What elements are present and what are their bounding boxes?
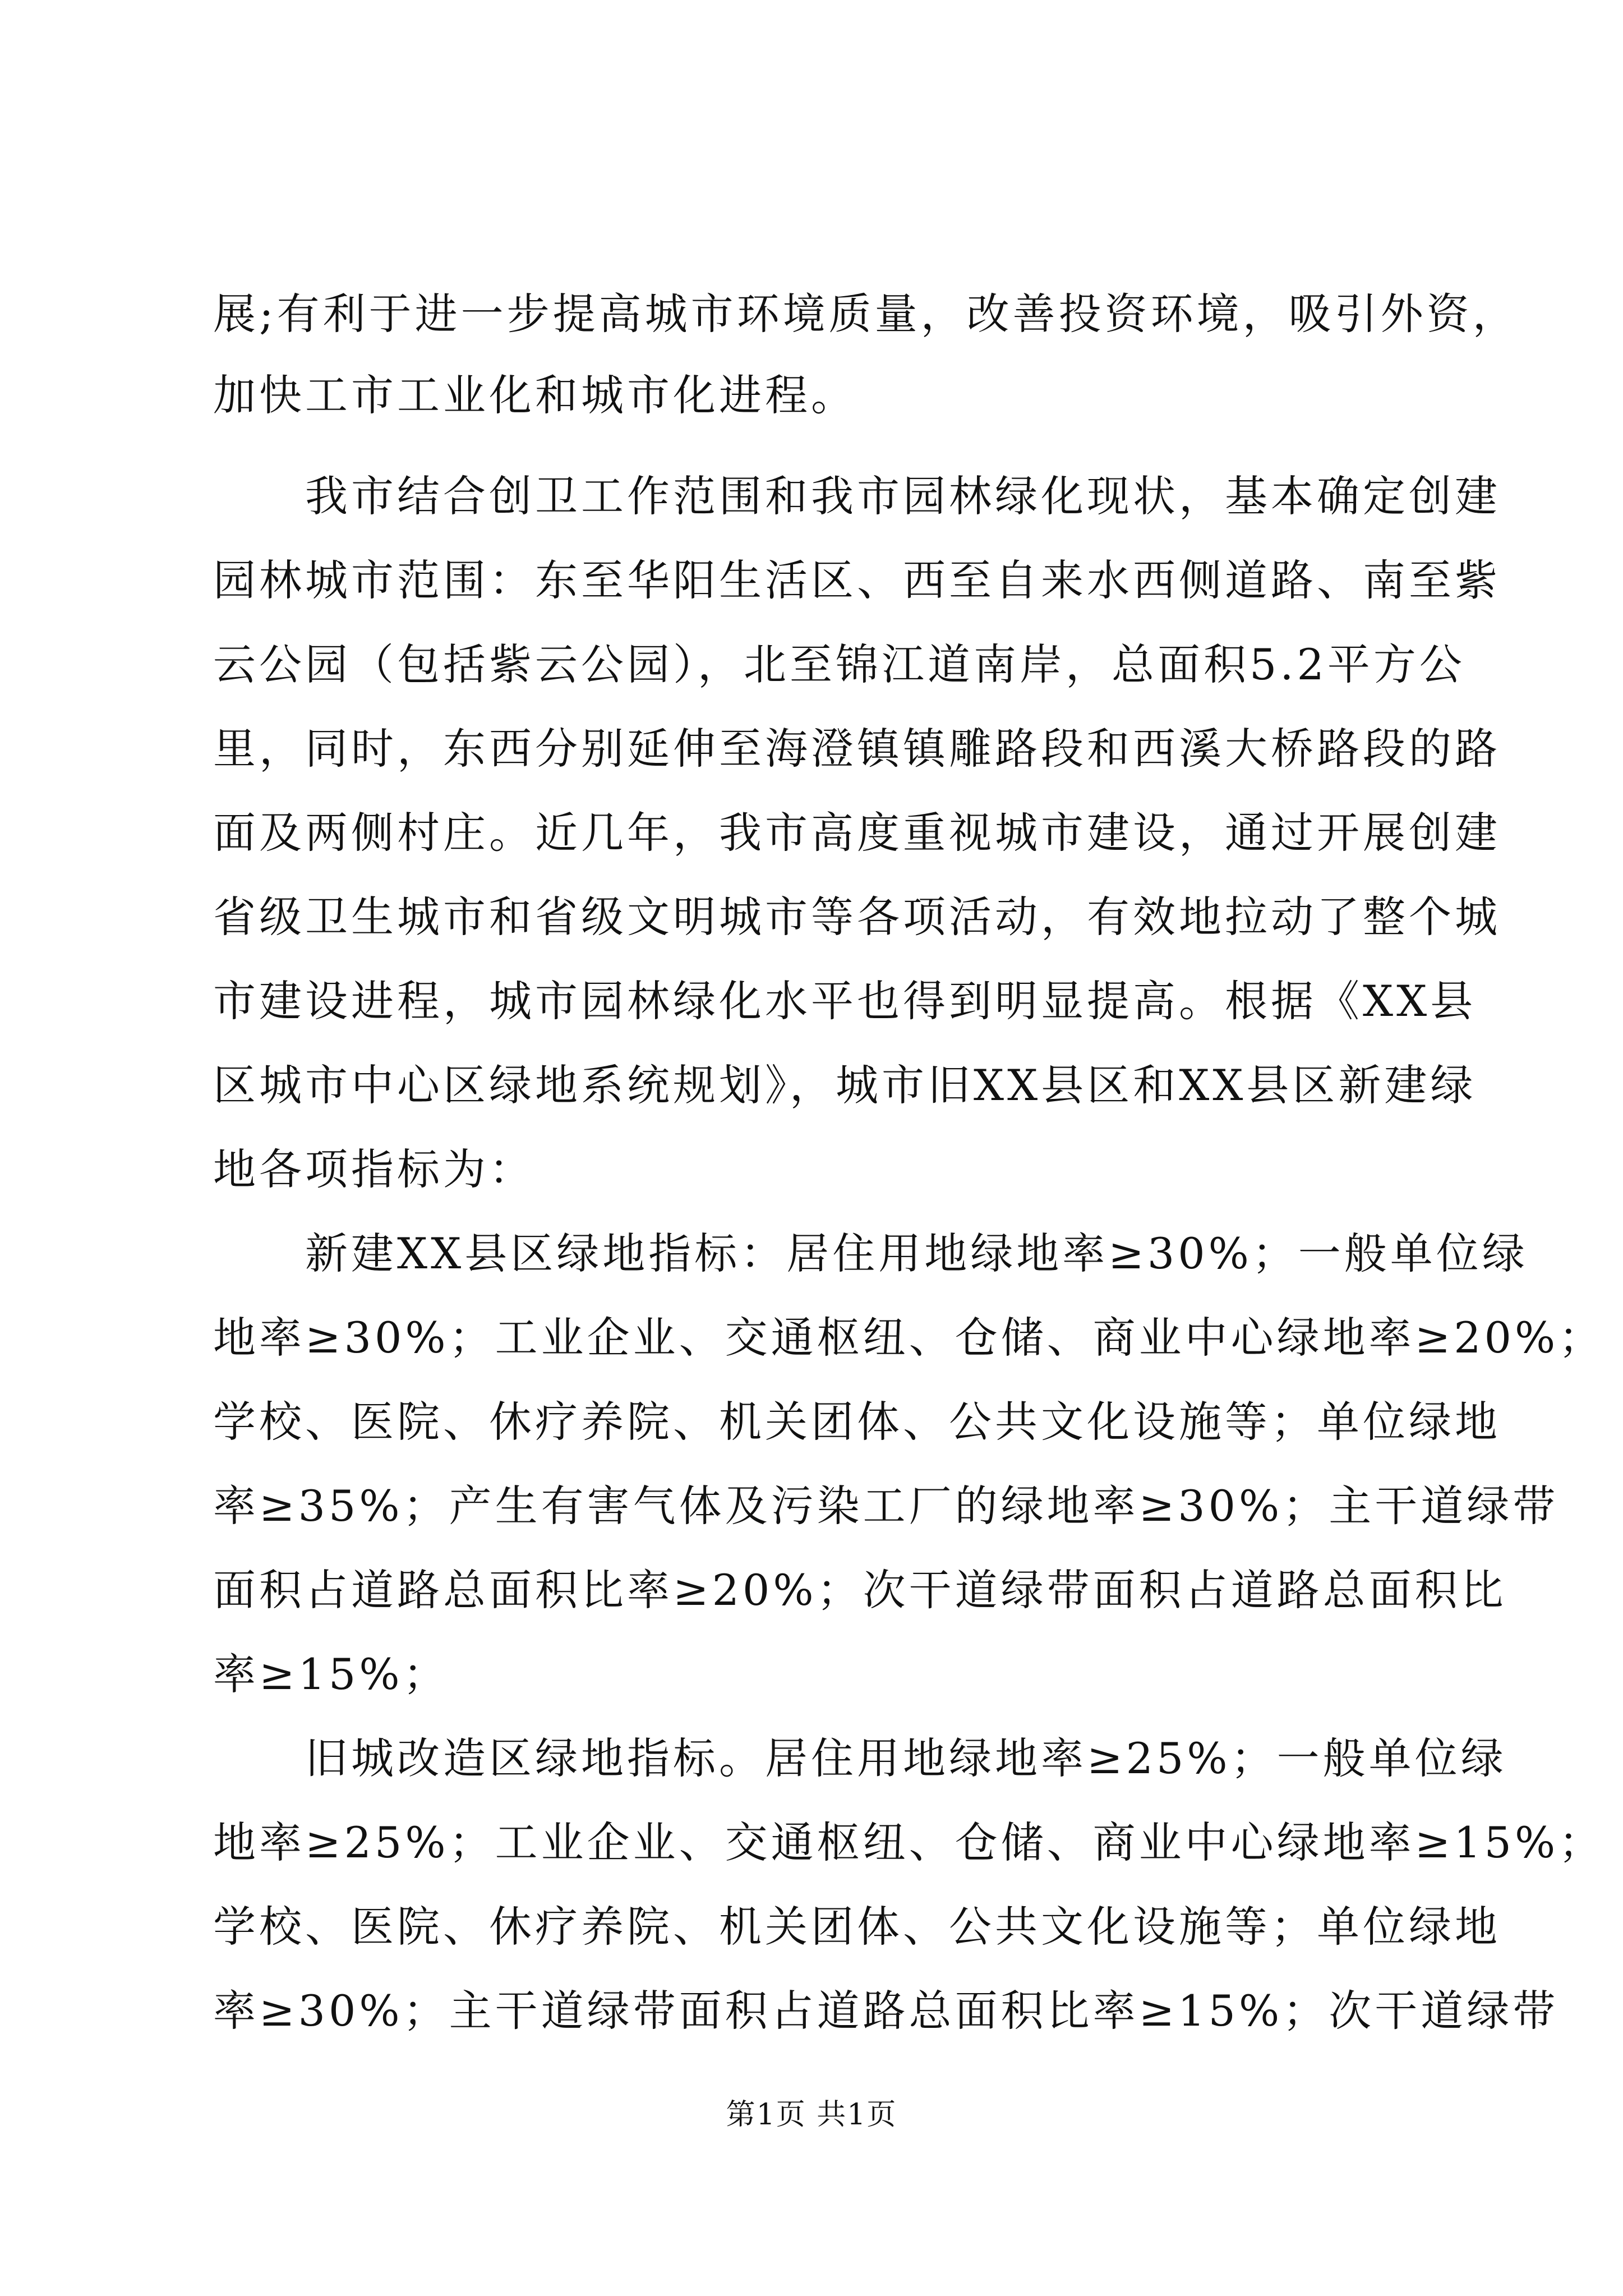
text-line: 园林城市范围：东至华阳生活区、西至自来水西侧道路、南至紫 [213,555,1501,605]
text-line: 率≥15%； [213,1649,449,1699]
text-line: 里，同时，东西分别延伸至海澄镇镇雕路段和西溪大桥路段的路 [213,724,1501,774]
text-line: 地率≥25%；工业企业、交通枢纽、仓储、商业中心绿地率≥15%； [213,1818,1605,1867]
text-line: 率≥30%；主干道绿带面积占道路总面积比率≥15%；次干道绿带 [213,1986,1559,2036]
text-line: 学校、医院、休疗养院、机关团体、公共文化设施等；单位绿地 [213,1902,1501,1952]
text-line: 省级卫生城市和省级文明城市等各项活动，有效地拉动了整个城 [213,892,1501,942]
text-line: 地率≥30%；工业企业、交通枢纽、仓储、商业中心绿地率≥20%； [213,1313,1605,1363]
text-line: 地各项指标为： [213,1144,535,1194]
text-line: 区城市中心区绿地系统规划》，城市旧XX县区和XX县区新建绿 [213,1060,1477,1110]
text-line: 面积占道路总面积比率≥20%；次干道绿带面积占道路总面积比 [213,1565,1507,1615]
text-line: 面及两侧村庄。近几年，我市高度重视城市建设，通过开展创建 [213,808,1501,858]
page-footer: 第1页 共1页 [726,2098,897,2132]
text-line: 我市结合创卫工作范围和我市园林绿化现状，基本确定创建 [213,471,1501,521]
text-line: 市建设进程，城市园林绿化水平也得到明显提高。根据《XX县 [213,976,1477,1026]
text-line: 加快工市工业化和城市化进程。 [213,370,857,420]
text-line: 展;有利于进一步提高城市环境质量，改善投资环境，吸引外资， [213,289,1519,339]
text-line: 云公园（包括紫云公园），北至锦江道南岸，总面积5.2平方公 [213,639,1465,689]
text-line: 学校、医院、休疗养院、机关团体、公共文化设施等；单位绿地 [213,1397,1501,1447]
text-line: 新建XX县区绿地指标：居住用地绿地率≥30%；一般单位绿 [213,1228,1528,1278]
text-line: 率≥35%；产生有害气体及污染工厂的绿地率≥30%；主干道绿带 [213,1481,1559,1531]
text-line: 旧城改造区绿地指标。居住用地绿地率≥25%；一般单位绿 [213,1733,1507,1783]
